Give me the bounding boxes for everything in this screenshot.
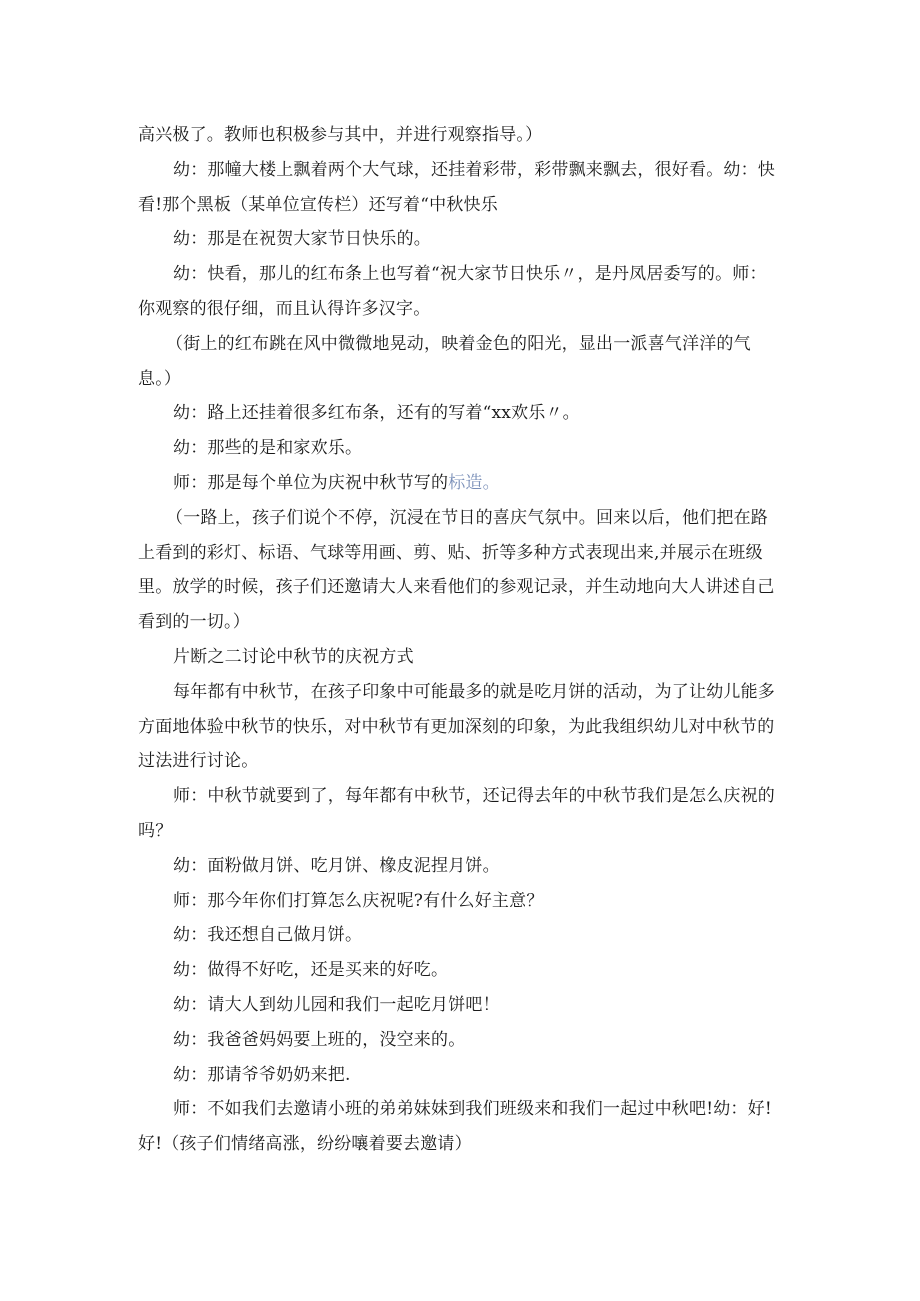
paragraph: 幼：我爸爸妈妈要上班的，没空来的。 — [173, 1029, 466, 1050]
paragraph: 幼：路上还挂着很多红布条，还有的写着“xx欢乐〃。 — [173, 403, 580, 424]
paragraph: 幼：那些的是和家欢乐。 — [173, 438, 363, 459]
paragraph: 师：不如我们去邀请小班的弟弟妹妹到我们班级来和我们一起过中秋吧!幼：好!好!（孩子们情绪高涨，纷纷嚷着要去邀请） — [138, 1099, 772, 1155]
paragraph: 幼：那幢大楼上飘着两个大气球，还挂着彩带，彩带飘来飘去，很好看。幼：快看!那个黑板（某单位宣传栏）还写着“中秋快乐 — [138, 159, 775, 215]
body-text — [138, 118, 778, 1162]
paragraph: 每年都有中秋节，在孩子印象中可能最多的就是吃月饼的活动，为了让幼儿能多方面地体验中秋节的快乐，对中秋节有更加深刻的印象，为此我组织幼儿对中秋节的过法进行讨论。 — [138, 681, 775, 772]
paragraph: 师：中秋节就要到了，每年都有中秋节，还记得去年的中秋节我们是怎么庆祝的吗？ — [138, 786, 775, 841]
paragraph: 幼：那是在祝贺大家节日快乐的。 — [173, 229, 431, 250]
paragraph-text: 师：那是每个单位为庆祝中秋节写的 — [173, 472, 449, 493]
paragraph: 高兴极了。教师也积极参与其中，并进行观察指导。） — [138, 125, 543, 145]
paragraph: 幼：那请爷爷奶奶来把. — [173, 1064, 351, 1085]
paragraph: （街上的红布跳在风中微微地晃动，映着金色的阳光，显出一派喜气洋洋的气息。） — [138, 333, 751, 389]
paragraph: 幼：快看，那儿的红布条上也写着“祝大家节日快乐〃，是丹凤居委写的。师：你观察的很仔细，而且认得许多汉字。 — [138, 264, 767, 319]
paragraph: 幼：做得不好吃，还是买来的好吃。 — [173, 960, 449, 981]
paragraph: 幼：请大人到幼儿园和我们一起吃月饼吧！ — [173, 994, 500, 1015]
paragraph — [138, 466, 778, 501]
highlighted-text: 标造。 — [448, 472, 500, 493]
section-heading: 片断之二讨论中秋节的庆祝方式 — [173, 646, 414, 667]
paragraph: （一路上，孩子们说个不停，沉浸在节日的喜庆气氛中。回来以后，他们把在路上看到的彩灯、标语、气球等用画、剪、贴、折等多种方式表现出来,并展示在班级里。放学的时候，孩子们还邀请大人来看他们的参观记录，并生动地向大人讲述自己看到的一切。） — [138, 507, 775, 633]
paragraph: 幼：我还想自己做月饼。 — [173, 925, 363, 946]
paragraph: 幼：面粉做月饼、吃月饼、橡皮泥捏月饼。 — [173, 855, 500, 876]
paragraph: 师：那今年你们打算怎么庆祝呢?有什么好主意？ — [173, 890, 544, 911]
